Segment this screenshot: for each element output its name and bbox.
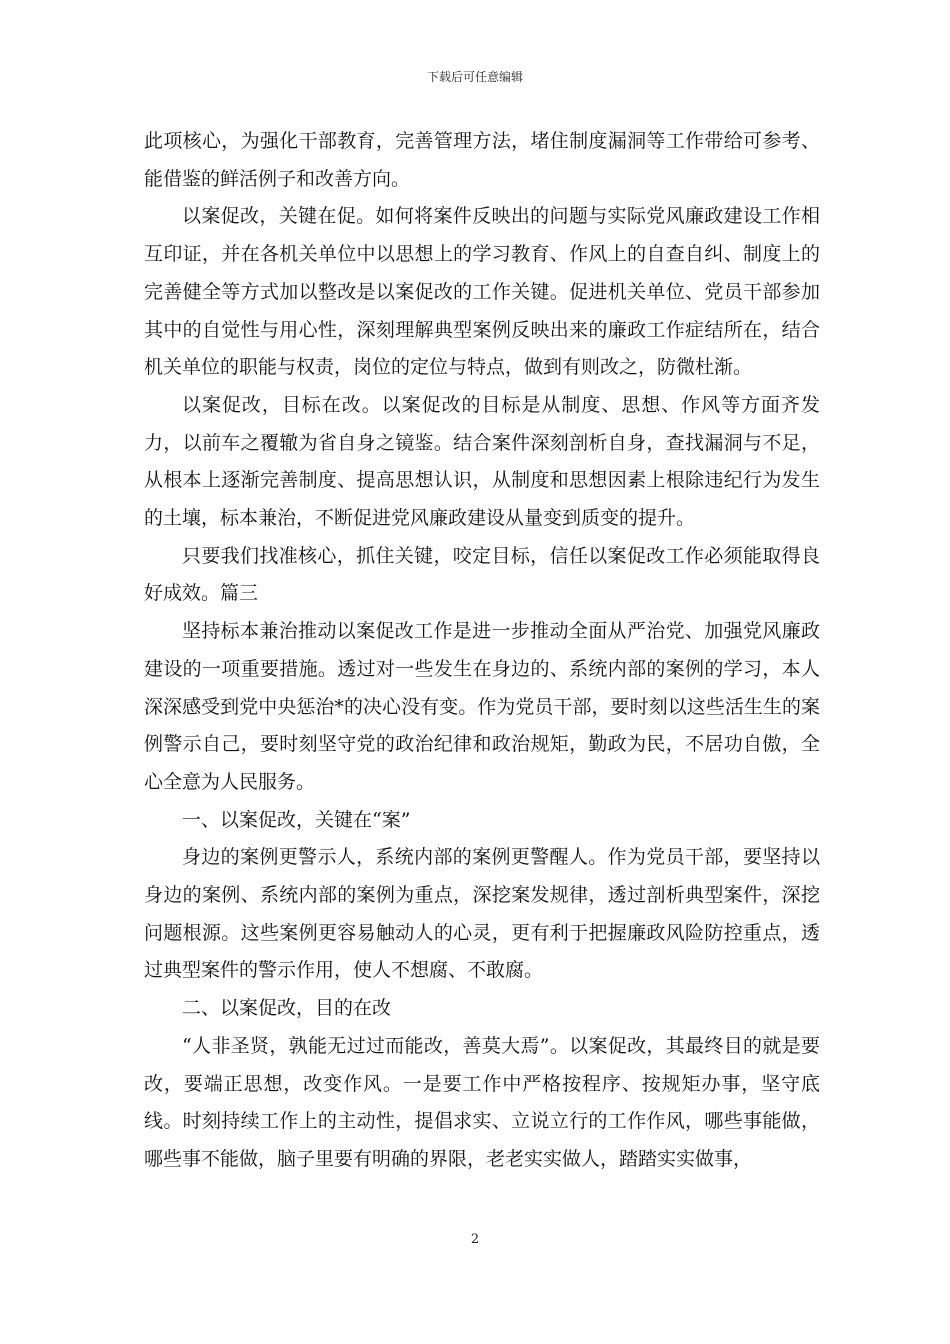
paragraph: 此项核心，为强化干部教育，完善管理方法，堵住制度漏洞等工作带给可参考、能借鉴的鲜活例子和改善方向。 <box>144 130 820 190</box>
paragraph: 以案促改，关键在促。如何将案件反映出的问题与实际党风廉政建设工作相互印证，并在各机关单位中以思想上的学习教育、作风上的自查自纠、制度上的完善健全等方式加以整改是以案促改的工作关键。促进机关单位、党员干部参加其中的自觉性与用心性，深刻理解典型案例反映出来的廉政工作症结所在，结合机关单位的职能与权责，岗位的定位与特点，做到有则改之，防微杜渐。 <box>144 205 820 379</box>
section-heading: 一、以案促改，关键在“案” <box>182 808 411 831</box>
paragraph: “人非圣贤，孰能无过过而能改，善莫大焉”。以案促改，其最终目的就是要改，要端正思想，改变作风。一是要工作中严格按程序、按规矩办事，坚守底线。时刻持续工作上的主动性，提倡求实、立说立行的工作作风，哪些事能做，哪些事不能做，脑子里要有明确的界限，老老实实做人，踏踏实实做事， <box>144 1034 820 1170</box>
paragraph: 身边的案例更警示人，系统内部的案例更警醒人。作为党员干部，要坚持以身边的案例、系统内部的案例为重点，深挖案发规律，透过剖析典型案件，深挖问题根源。这些案例更容易触动人的心灵，更有利于把握廉政风险防控重点，透过典型案件的警示作用，使人不想腐、不敢腐。 <box>144 846 820 982</box>
paragraph: 只要我们找准核心，抓住关键，咬定目标，信任以案促改工作必须能取得良好成效。篇三 <box>144 544 820 605</box>
page-number: 2 <box>470 1232 480 1247</box>
section-heading: 二、以案促改，目的在改 <box>182 997 392 1020</box>
paragraph: 以案促改，目标在改。以案促改的目标是从制度、思想、作风等方面齐发力，以前车之覆辙为省自身之镜鉴。结合案件深刻剖析自身，查找漏洞与不足，从根本上逐渐完善制度、提高思想认识，从制度和思想因素上根除违纪行为发生的土壤，标本兼治，不断促进党风廉政建设从量变到质变的提升。 <box>144 393 820 530</box>
page-header: 下载后可任意编辑 <box>426 70 523 84</box>
document-body <box>144 123 820 1179</box>
paragraph: 坚持标本兼治推动以案促改工作是进一步推动全面从严治党、加强党风廉政建设的一项重要措施。透过对一些发生在身边的、系统内部的案例的学习，本人深深感受到党中央惩治*的决心没有变。作为党员干部，要时刻以这些活生生的案例警示自己，要时刻坚守党的政治纪律和政治规矩，勤政为民，不居功自傲，全心全意为人民服务。 <box>144 620 820 793</box>
